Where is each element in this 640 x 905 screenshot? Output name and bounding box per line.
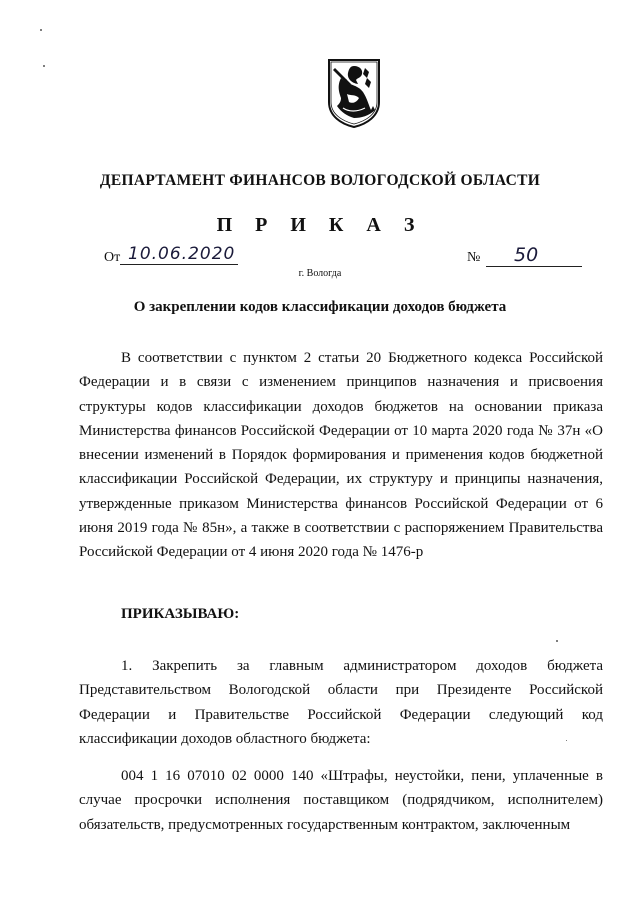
department-name: ДЕПАРТАМЕНТ ФИНАНСОВ ВОЛОГОДСКОЙ ОБЛАСТИ [99,172,541,189]
handwritten-number: 50 [514,244,539,266]
document-type: П Р И К А З [216,214,424,236]
date-label: От [104,250,121,265]
order-word: ПРИКАЗЫВАЮ: [121,606,240,622]
scan-speck [566,740,567,741]
coat-of-arms-icon [327,58,381,128]
document-title: О закреплении кодов классификации доходов бюджета [133,299,507,315]
city: г. Вологда [298,268,342,279]
paragraph-item-1: 1. Закрепить за главным администратором доходов бюджета Представительством Вологодской области при Президенте Российской Федерации и Правительстве Российской Федерации следующий код классификации доходов областного бюджета: [79,658,603,747]
scan-speck [556,640,558,642]
handwritten-date: 10.06.2020 [128,244,236,264]
scan-speck [43,65,45,67]
paragraph-code: 004 1 16 07010 02 0000 140 «Штрафы, неустойки, пени, уплаченные в случае просрочки исполнения поставщиком (подрядчиком, исполнителем) обязательств, предусмотренных государственным контрактом, заключенным [79,768,603,833]
date-underline [120,264,238,265]
scan-speck [40,29,42,31]
number-underline [486,266,582,267]
number-label: № [467,250,481,265]
paragraph-preamble: В соответствии с пунктом 2 статьи 20 Бюджетного кодекса Российской Федерации и в связи с изменением принципов назначения и присвоения структуры кодов классификации доходов бюджетов на основании приказа Министерства финансов Российской Федерации от 10 марта 2020 года № 37н «О внесении изменений в Порядок формирования и применения кодов бюджетной классификации Российской Федерации, их структуру и принципы назначения, утвержденные приказом Министерства финансов Российской Федерации от 6 июня 2019 года № 85н», а также в соответствии с распоряжением Правительства Российской Федерации от 4 июня 2020 года № 1476-р [79,350,603,561]
